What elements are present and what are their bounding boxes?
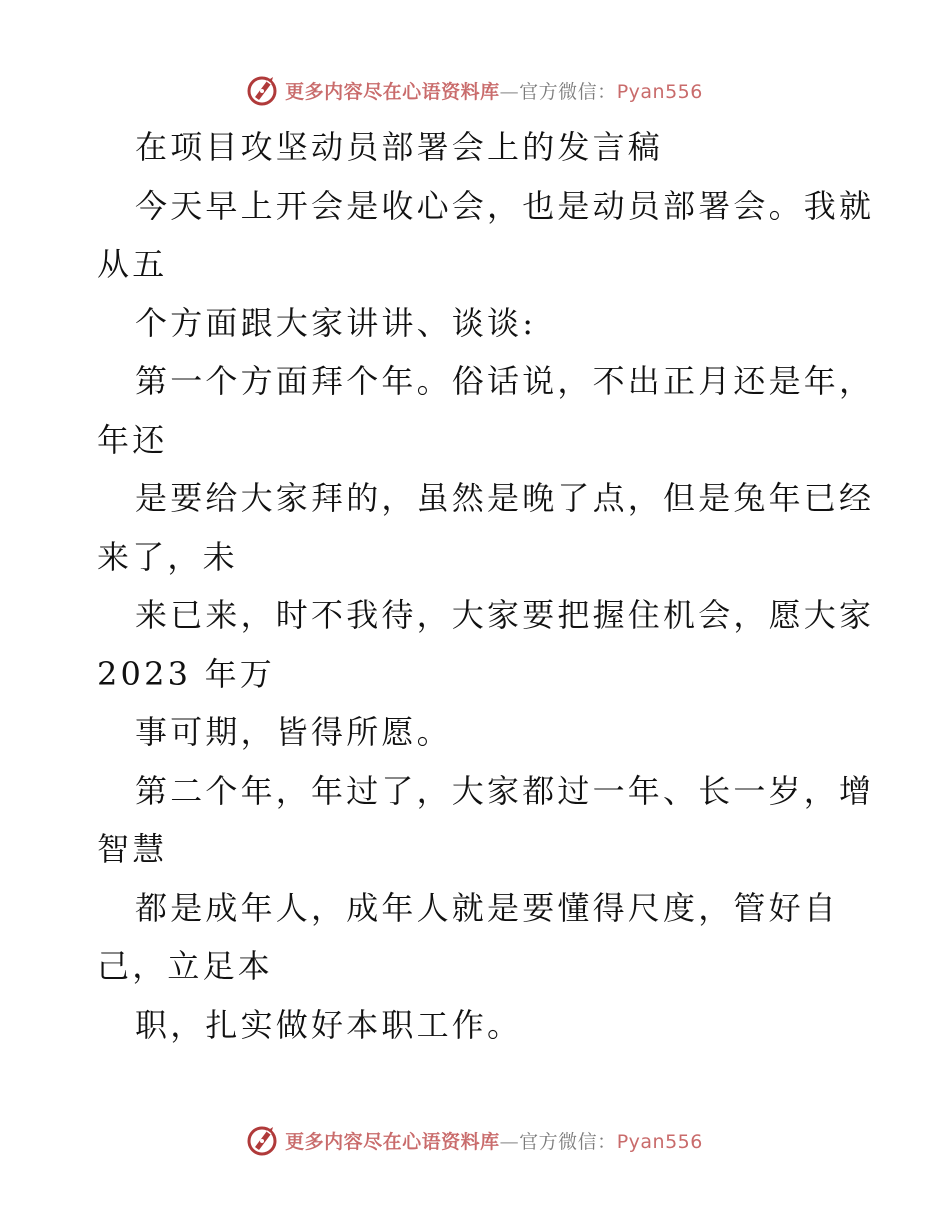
watermark-separator: —	[499, 80, 520, 103]
watermark-main-text: 更多内容尽在心语资料库	[285, 80, 500, 103]
paragraph-line: 智慧	[97, 830, 168, 868]
paragraph-line: 是要给大家拜的，虽然是晚了点，但是兔年已经	[135, 479, 875, 517]
paragraph-line: 2023 年万	[97, 654, 276, 693]
watermark-wechat-id: Pyan556	[616, 80, 703, 103]
document-body	[97, 118, 875, 1054]
paragraph-line: 个方面跟大家讲讲、谈谈:	[135, 303, 537, 342]
document-title: 在项目攻坚动员部署会上的发言稿	[135, 128, 664, 166]
pen-nib-logo-icon	[247, 73, 281, 107]
watermark-text	[285, 77, 703, 104]
paragraph-line: 职，扎实做好本职工作。	[135, 1005, 523, 1044]
paragraph-line: 今天早上开会是收心会，也是动员部署会。我就	[135, 186, 875, 225]
paragraph-line: 己，立足本	[97, 947, 274, 985]
paragraph-line: 来已来，时不我待，大家要把握住机会，愿大家	[135, 596, 875, 634]
watermark-text	[285, 1127, 703, 1154]
paragraph-line: 年还	[97, 420, 168, 459]
watermark-official-label: 官方微信：	[519, 80, 617, 103]
paragraph-line: 从五	[97, 245, 168, 283]
pen-nib-logo-icon	[247, 1123, 281, 1157]
paragraph-line: 都是成年人，成年人就是要懂得尺度，管好自	[135, 888, 840, 927]
footer-watermark	[0, 1120, 950, 1160]
paragraph-line: 第二个年，年过了，大家都过一年、长一岁，增	[135, 771, 875, 810]
watermark-wechat-id: Pyan556	[616, 1130, 703, 1153]
paragraph-line: 第一个方面拜个年。俗话说，不出正月还是年，	[135, 362, 875, 400]
header-watermark	[0, 70, 950, 110]
watermark-main-text: 更多内容尽在心语资料库	[285, 1130, 500, 1153]
paragraph-line: 来了，未	[97, 537, 238, 576]
watermark-official-label: 官方微信：	[519, 1130, 617, 1153]
watermark-separator: —	[499, 1130, 520, 1153]
paragraph-line: 事可期，皆得所愿。	[135, 713, 452, 751]
